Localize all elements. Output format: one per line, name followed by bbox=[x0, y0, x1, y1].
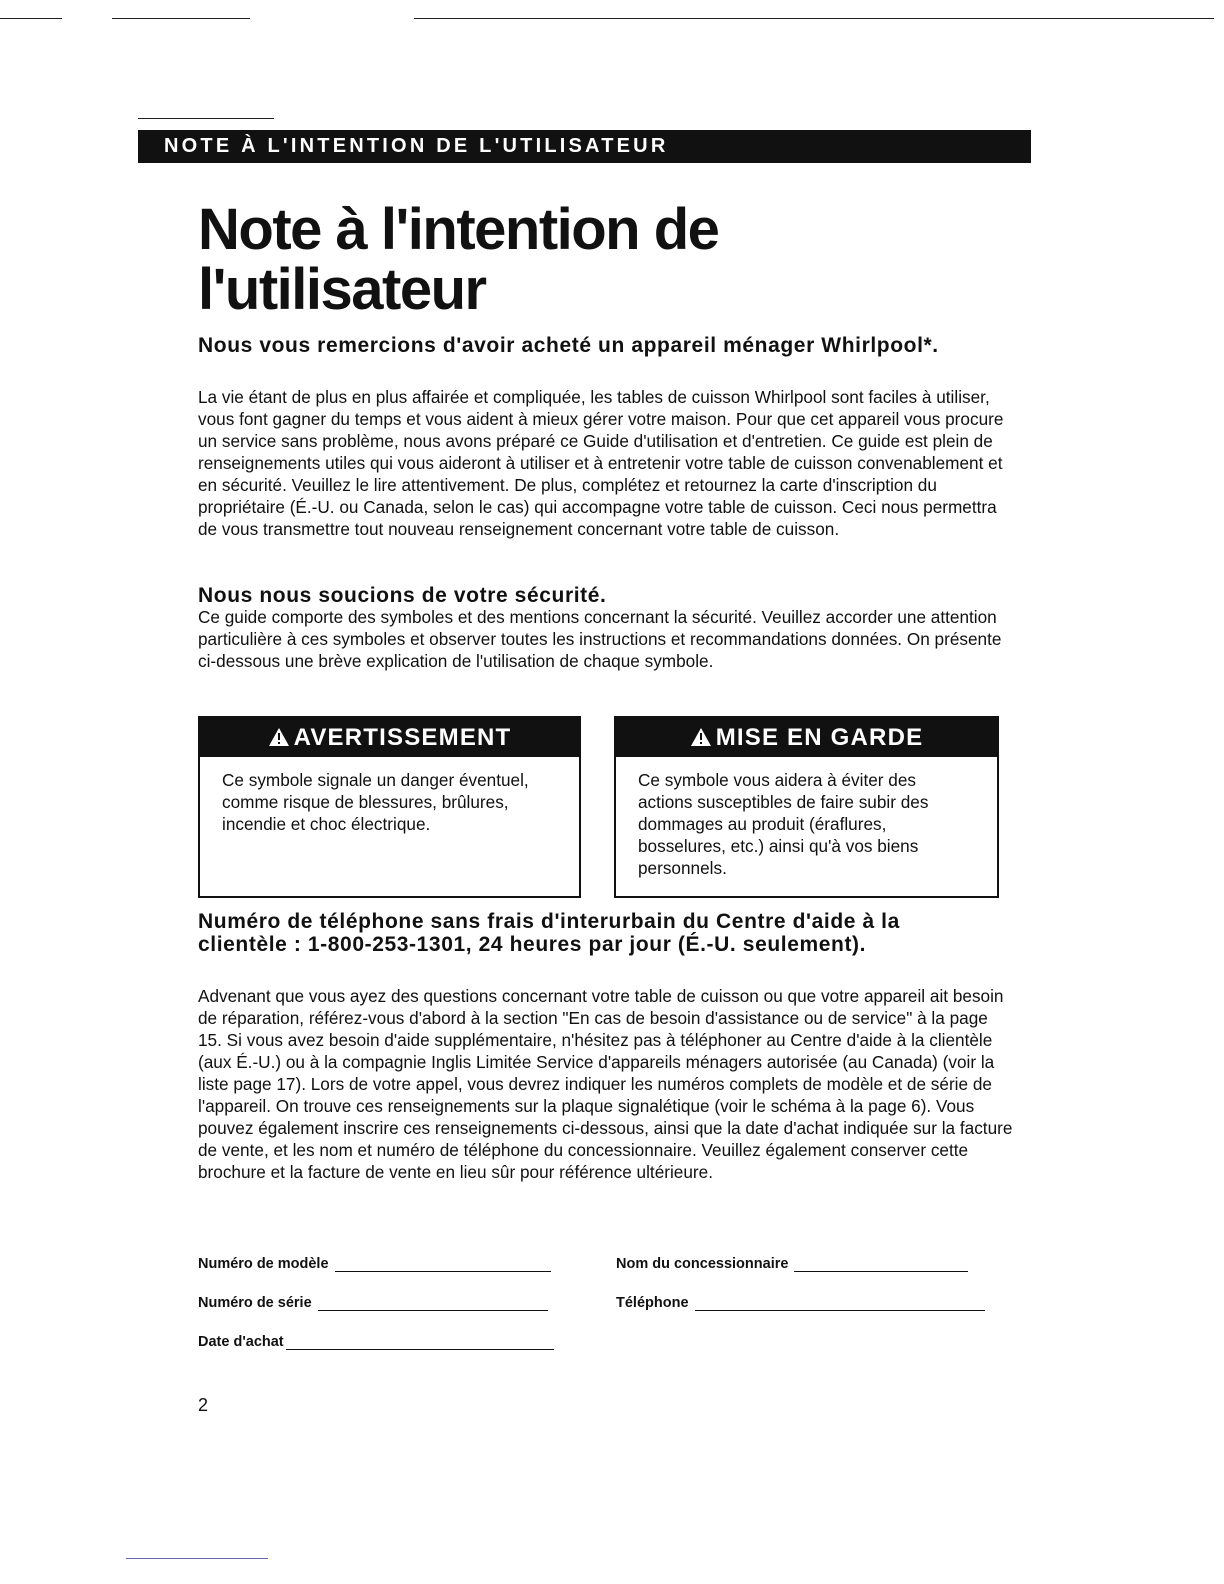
caution-box bbox=[614, 716, 999, 898]
safety-heading: Nous nous soucions de votre sécurité. bbox=[198, 584, 607, 607]
phone-field bbox=[616, 1294, 985, 1311]
page-number: 2 bbox=[198, 1395, 209, 1415]
thanks-body: La vie étant de plus en plus affairée et compliquée, les tables de cuisson Whirlpool sont faciles à utiliser, vous font gagner du temps et vous aident à mieux gérer votre maison. Pour que cet appareil vous procure un service sans problème, nous avons préparé ce Guide d'utilisation et d'entretien. Ce guide est plein de renseignements utiles qui vous aideront à utiliser et à entretenir votre table de cuisson convenablement et en sécurité. Veuillez le lire attentivement. De plus, complétez et retournez la carte d'inscription du propriétaire (É.-U. ou Canada, selon le cas) qui accompagne votre table de cuisson. Ceci nous permettra de vous transmettre tout nouveau renseignement concernant votre table de cuisson. bbox=[198, 387, 1004, 539]
phone-heading: Numéro de téléphone sans frais d'interurbain du Centre d'aide à la clientèle : 1-800-253-1301, 24 heures par jour (É.-U. seulement). bbox=[198, 910, 900, 956]
caution-text: Ce symbole vous aidera à éviter des actions susceptibles de faire subir des dommages au produit (éraflures, bosselures, etc.) ainsi qu'à vos biens personnels. bbox=[638, 770, 929, 878]
phone-label: Téléphone bbox=[616, 1295, 689, 1311]
model-input-line[interactable] bbox=[335, 1255, 551, 1272]
warning-triangle-icon bbox=[690, 727, 712, 747]
phone-body: Advenant que vous ayez des questions concernant votre table de cuisson ou que votre appareil ait besoin de réparation, référez-vous d'abord à la section "En cas de besoin d'assistance ou de service" à la page 15. Si vous avez besoin d'aide supplémentaire, n'hésitez pas à téléphoner au Centre d'aide à la clientèle (aux É.-U.) ou à la compagnie Inglis Limitée Service d'appareils ménagers autorisée (au Canada) (voir la liste page 17). Lors de votre appel, vous devrez indiquer les numéros complets de modèle et de série de l'appareil. On trouve ces renseignements sur la plaque signalétique (voir le schéma à la page 6). Vous pouvez également inscrire ces renseignements ci-dessous, ainsi que la date d'achat indiquée sur la facture de vente, et les nom et numéro de téléphone du concessionnaire. Veuillez également conserver cette brochure et la facture de vente en lieu sûr pour référence ultérieure. bbox=[198, 986, 1013, 1182]
page-title-line2: l'utilisateur bbox=[198, 257, 486, 322]
serial-field bbox=[198, 1294, 548, 1311]
warning-title: AVERTISSEMENT bbox=[293, 724, 512, 751]
model-field bbox=[198, 1255, 551, 1272]
dealer-field bbox=[616, 1255, 968, 1272]
model-label: Numéro de modèle bbox=[198, 1256, 329, 1272]
safety-body: Ce guide comporte des symboles et des mentions concernant la sécurité. Veuillez accorder une attention particulière à ces symboles et observer toutes les instructions et recommandations données. On présente ci-dessous une brève explication de l'utilisation de chaque symbole. bbox=[198, 607, 1002, 671]
serial-input-line[interactable] bbox=[318, 1294, 548, 1311]
scan-line bbox=[0, 18, 62, 19]
purchase-date-field bbox=[198, 1333, 554, 1350]
section-banner: NOTE À L'INTENTION DE L'UTILISATEUR bbox=[138, 130, 1031, 163]
caution-header bbox=[616, 718, 997, 757]
purchase-date-label: Date d'achat bbox=[198, 1334, 284, 1350]
page-title bbox=[198, 197, 998, 322]
thanks-heading: Nous vous remercions d'avoir acheté un appareil ménager Whirlpool*. bbox=[198, 334, 939, 357]
scan-line bbox=[112, 18, 250, 19]
caution-title: MISE EN GARDE bbox=[715, 724, 924, 751]
warning-text: Ce symbole signale un danger éventuel, comme risque de blessures, brûlures, incendie et choc électrique. bbox=[222, 770, 529, 834]
dealer-label: Nom du concessionnaire bbox=[616, 1256, 789, 1272]
rule-line bbox=[138, 118, 274, 119]
dealer-input-line[interactable] bbox=[794, 1255, 968, 1272]
serial-label: Numéro de série bbox=[198, 1295, 312, 1311]
warning-triangle-icon bbox=[268, 727, 290, 747]
page-title-line1: Note à l'intention de bbox=[198, 197, 719, 262]
warning-box bbox=[198, 716, 581, 898]
scan-line bbox=[126, 1558, 268, 1559]
scan-line bbox=[414, 18, 1214, 19]
purchase-date-input-line[interactable] bbox=[286, 1333, 554, 1350]
warning-header bbox=[200, 718, 579, 757]
phone-input-line[interactable] bbox=[695, 1294, 985, 1311]
